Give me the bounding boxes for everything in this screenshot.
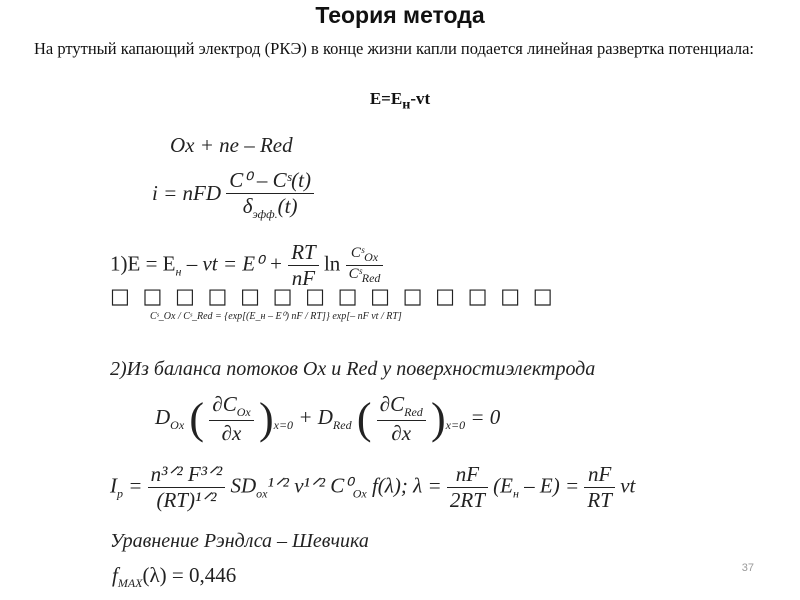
- balance-den-ox: ∂x: [209, 420, 253, 446]
- ip-denominator: (RT)¹ᐟ²: [148, 487, 226, 513]
- right-paren-icon: ): [258, 394, 274, 444]
- left-paren-icon: (: [356, 394, 372, 444]
- slide-title: Теория метода: [315, 2, 485, 28]
- lambda-num-2: nF: [588, 462, 612, 486]
- flux-balance-text: 2)Из баланса потоков Ox и Red у поверхностиэлектрода: [110, 358, 596, 380]
- nernst-mid: – vt = E⁰ +: [181, 251, 283, 276]
- balance-num-red-c: ∂C: [379, 392, 405, 416]
- lambda-fraction-2: [584, 462, 615, 513]
- fmax-f: f: [112, 563, 118, 587]
- lambda-fraction-1: [447, 462, 488, 513]
- current-den-tail: (t): [277, 194, 298, 218]
- balance-equals-zero: = 0: [470, 404, 501, 429]
- ip-lhs-sub: p: [117, 486, 123, 501]
- right-paren-icon: ): [431, 394, 446, 444]
- nernst-sub: н: [175, 264, 182, 279]
- lambda-mid2: – E) =: [518, 473, 580, 498]
- balance-num-red: [377, 392, 426, 420]
- nernst-ratio-num-c: Cˢ: [350, 245, 365, 261]
- peak-current-equation: [110, 462, 635, 513]
- ip-numerator: n³ᐟ² F³ᐟ²: [150, 462, 223, 486]
- nernst-prefix: 1)E = E: [110, 251, 176, 276]
- balance-num-ox-sub: Ox: [236, 405, 251, 420]
- fmax-rhs: (λ) = 0,446: [142, 563, 237, 587]
- sweep-formula-sub: н: [402, 96, 411, 113]
- nernst-rt-num: RT: [291, 240, 316, 264]
- lambda-den-1: 2RT: [447, 487, 488, 513]
- left-paren-icon: (: [189, 394, 205, 444]
- balance-x0-b: x=0: [445, 418, 466, 433]
- balance-num-ox: [209, 392, 253, 420]
- ratio-exp-row: Cˢ_Ox / Cˢ_Red = {exp[(E_н – E⁰) nF / RT]} exp[– nF vt / RT]: [150, 311, 402, 322]
- ip-tail2: ¹ᐟ² v¹ᐟ² C⁰: [267, 473, 353, 498]
- nernst-ratio-num: [346, 245, 384, 265]
- page-number: 37: [741, 562, 754, 574]
- balance-fraction-ox: [209, 392, 253, 446]
- lambda-mid-sub: н: [512, 486, 519, 501]
- balance-plus-d: + D: [298, 404, 333, 429]
- balance-fraction-red: [377, 392, 426, 446]
- balance-d-ox: D: [155, 404, 171, 429]
- lambda-num-1: nF: [455, 462, 480, 486]
- nernst-ratio-num-sub: Ox: [364, 250, 379, 264]
- potential-sweep-formula: [0, 89, 800, 113]
- ip-tail3: f(λ); λ =: [366, 473, 442, 498]
- current-fraction: [226, 168, 314, 222]
- balance-d-red-sub: Red: [332, 418, 352, 433]
- ip-tail2-sub: Ox: [352, 486, 367, 501]
- sweep-formula-head: E=E: [369, 89, 403, 108]
- reaction-equation: Ox + ne – Red: [170, 133, 293, 157]
- ip-sd-sub: ox: [256, 486, 268, 501]
- nernst-ratio-den-sub: Red: [361, 271, 381, 285]
- randles-sevcik-title: Уравнение Рэндлса – Шевчика: [110, 530, 369, 552]
- ip-lhs: I: [110, 473, 117, 498]
- balance-x0-a: x=0: [273, 418, 294, 433]
- ip-eq: =: [123, 473, 143, 498]
- intro-paragraph: На ртутный капающий электрод (РКЭ) в конце жизни капли подается линейная развертка потенциала:: [34, 39, 755, 58]
- current-lhs: i = nFD: [152, 180, 221, 205]
- sweep-formula-tail: -vt: [410, 89, 431, 108]
- lambda-mid: (E: [493, 473, 513, 498]
- current-den-delta: δ: [242, 194, 253, 218]
- fmax-sub: MAX: [117, 576, 143, 591]
- lambda-end: vt: [620, 473, 636, 498]
- balance-num-ox-c: ∂C: [212, 392, 237, 416]
- nernst-ratio-den: [346, 265, 384, 286]
- current-denominator: [226, 193, 314, 222]
- missing-glyph-row: □ □ □ □ □ □ □ □ □ □ □ □ □ □: [110, 284, 556, 308]
- ip-fraction: [148, 462, 226, 513]
- fmax-equation: [112, 563, 236, 591]
- balance-d-ox-sub: Ox: [170, 418, 185, 433]
- nernst-ratio: [346, 245, 384, 286]
- lambda-den-2: RT: [584, 487, 615, 513]
- nernst-rt-den: nF: [288, 265, 319, 291]
- current-equation: [152, 168, 314, 222]
- nernst-ln: ln: [323, 251, 341, 276]
- flux-balance-equation: [155, 392, 500, 446]
- current-den-sub: эфф.: [252, 207, 278, 222]
- ip-sd: SD: [230, 473, 257, 498]
- balance-num-red-sub: Red: [404, 405, 423, 420]
- nernst-ratio-den-c: Cˢ: [348, 266, 362, 282]
- current-numerator: C⁰ – Cˢ(t): [229, 168, 311, 192]
- balance-den-red: ∂x: [377, 420, 426, 446]
